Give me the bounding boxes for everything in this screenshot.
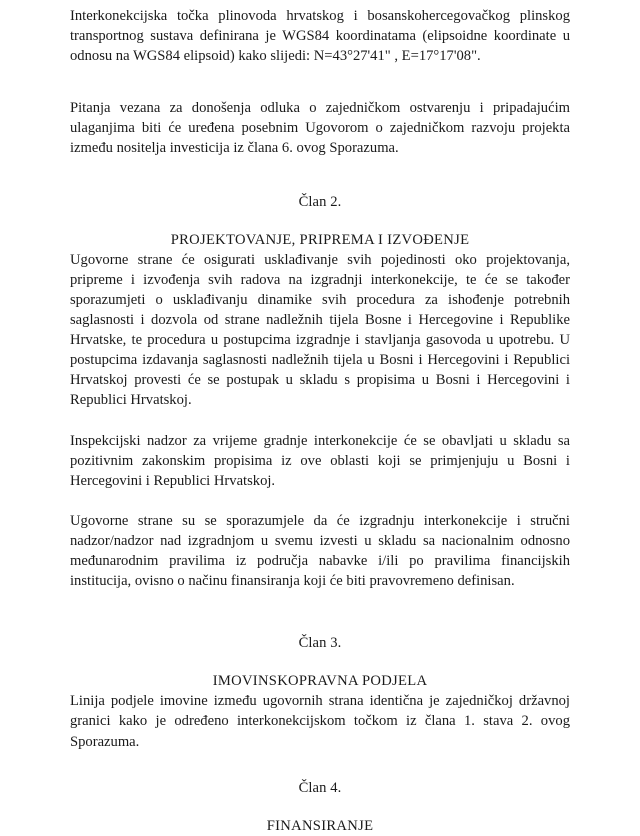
paragraph-construction-supervision-rules: Ugovorne strane su se sporazumjele da će izgradnju interkonekcije i stručni nadzor/nadzor nad izgradnjom u svemu izvesti u skladu sa nacionalnim odnosno međunarodnim pravilima iz područja nabavke i/ili po pravilima financijskih institucija, ovisno o načinu finansiranja koji će biti pravovremeno definisan.	[70, 512, 570, 590]
article-title-2: PROJEKTOVANJE, PRIPREMA I IZVOĐENJE	[170, 231, 470, 248]
article-title-4: FINANSIRANJE	[266, 817, 374, 834]
paragraph-inspection-supervision: Inspekcijski nadzor za vrijeme gradnje interkonekcije će se obavljati u skladu sa pozitivnim zakonskim propisima iz ove oblasti koji se primjenjuju u Bosni i Hercegovini i Republici Hrvatskoj.	[70, 432, 570, 489]
article-heading-2: Član 2.	[298, 193, 342, 210]
paragraph-interconnection-point: Interkonekcijska točka plinovoda hrvatskog i bosanskohercegovačkog plinskog transportnog sustava definirana je WGS84 koordinatama (elipsoidne koordinate u odnosu na WGS84 elipsoid) kako slijedi: N=43°27'41" , E=17°17'08".	[70, 8, 570, 65]
article-title-3: IMOVINSKOPRAVNA PODJELA	[212, 673, 428, 690]
article-heading-3: Član 3.	[298, 635, 342, 652]
article-heading-4: Član 4.	[298, 779, 342, 796]
paragraph-property-division-line: Linija podjele imovine između ugovornih strana identična je zajedničkoj državnoj granici kako je određeno interkonekcijskom točkom iz člana 1. stava 2. ovog Sporazuma.	[70, 693, 570, 750]
paragraph-joint-investment-contract: Pitanja vezana za donošenja odluka o zajedničkom ostvarenju i pripadajućim ulaganjima biti će uređena posebnim Ugovorom o zajedničkom razvoju projekta između nositelja investicija iz člana 6. ovog Sporazuma.	[70, 100, 570, 157]
paragraph-design-coordination: Ugovorne strane će osigurati usklađivanje svih pojedinosti oko projektovanja, pripreme i izvođenja svih radova na izgradnji interkonekcije, te će se također sporazumjeti o usklađivanju dinamike svih procedura za ishođenje potrebnih saglasnosti i dozvola od strane nadležnih tijela Bosne i Hercegovine i Republike Hrvatske, te procedura u postupcima izgradnje i stavljanja gasovoda u upotrebu. U postupcima izdavanja saglasnosti nadležnih tijela u Bosni i Hercegovini i Republici Hrvatskoj provesti će se postupak u skladu s propisima u Bosni i Hercegovini i Republici Hrvatskoj.	[70, 251, 570, 409]
document-text-column	[70, 6, 570, 836]
